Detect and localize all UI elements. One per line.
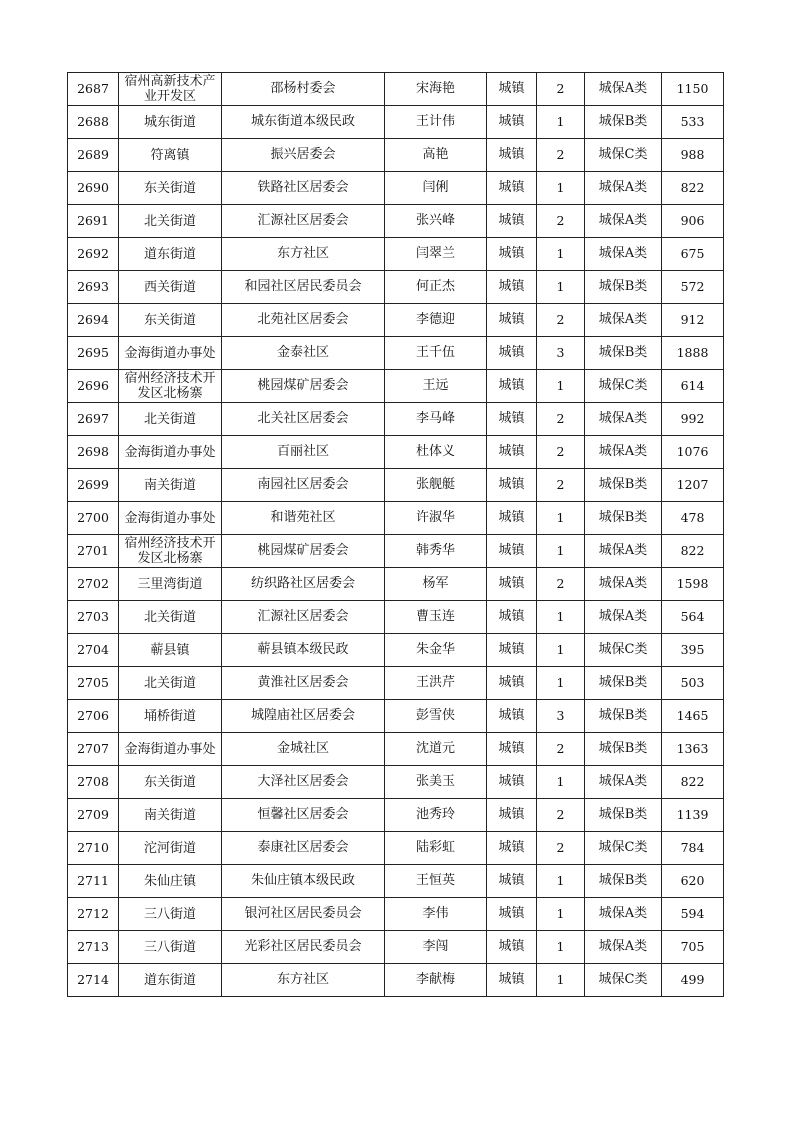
area-type-cell: 城镇 [487,502,537,535]
household-size-cell: 2 [537,568,585,601]
committee-cell: 汇源社区居委会 [222,601,385,634]
amount-cell: 992 [662,403,724,436]
area-type-cell: 城镇 [487,700,537,733]
household-size-cell: 1 [537,634,585,667]
name-cell: 杜体义 [385,436,487,469]
name-cell: 闫俐 [385,172,487,205]
household-size-cell: 1 [537,766,585,799]
table-row [68,700,724,733]
street-cell: 符离镇 [119,139,222,172]
name-cell: 李伟 [385,898,487,931]
area-type-cell: 城镇 [487,832,537,865]
category-cell: 城保A类 [585,568,662,601]
category-cell: 城保A类 [585,535,662,568]
committee-cell: 纺织路社区居委会 [222,568,385,601]
committee-cell: 桃园煤矿居委会 [222,535,385,568]
table-row [68,733,724,766]
name-cell: 彭雪侠 [385,700,487,733]
serial-number-cell: 2709 [68,799,119,832]
household-size-cell: 1 [537,172,585,205]
household-size-cell: 1 [537,106,585,139]
serial-number-cell: 2705 [68,667,119,700]
amount-cell: 1888 [662,337,724,370]
name-cell: 沈道元 [385,733,487,766]
category-cell: 城保B类 [585,799,662,832]
serial-number-cell: 2688 [68,106,119,139]
household-size-cell: 3 [537,337,585,370]
name-cell: 韩秀华 [385,535,487,568]
name-cell: 李献梅 [385,964,487,997]
committee-cell: 蕲县镇本级民政 [222,634,385,667]
area-type-cell: 城镇 [487,403,537,436]
area-type-cell: 城镇 [487,766,537,799]
area-type-cell: 城镇 [487,865,537,898]
table-row [68,865,724,898]
amount-cell: 1598 [662,568,724,601]
serial-number-cell: 2703 [68,601,119,634]
category-cell: 城保A类 [585,931,662,964]
amount-cell: 1076 [662,436,724,469]
street-cell: 道东街道 [119,964,222,997]
street-cell: 道东街道 [119,238,222,271]
street-cell: 埇桥街道 [119,700,222,733]
serial-number-cell: 2687 [68,73,119,106]
category-cell: 城保C类 [585,832,662,865]
street-cell: 金海街道办事处 [119,337,222,370]
name-cell: 许淑华 [385,502,487,535]
area-type-cell: 城镇 [487,238,537,271]
serial-number-cell: 2695 [68,337,119,370]
amount-cell: 478 [662,502,724,535]
serial-number-cell: 2697 [68,403,119,436]
table-row [68,766,724,799]
area-type-cell: 城镇 [487,271,537,304]
area-type-cell: 城镇 [487,898,537,931]
table-row [68,370,724,403]
street-cell: 北关街道 [119,403,222,436]
amount-cell: 594 [662,898,724,931]
name-cell: 王远 [385,370,487,403]
serial-number-cell: 2690 [68,172,119,205]
street-cell: 东关街道 [119,766,222,799]
category-cell: 城保C类 [585,139,662,172]
committee-cell: 光彩社区居民委员会 [222,931,385,964]
category-cell: 城保B类 [585,271,662,304]
committee-cell: 百丽社区 [222,436,385,469]
household-size-cell: 2 [537,73,585,106]
area-type-cell: 城镇 [487,964,537,997]
table-row [68,898,724,931]
serial-number-cell: 2693 [68,271,119,304]
table-row [68,634,724,667]
street-cell: 沱河街道 [119,832,222,865]
table-row [68,403,724,436]
household-size-cell: 3 [537,700,585,733]
name-cell: 何正杰 [385,271,487,304]
table-row [68,931,724,964]
serial-number-cell: 2691 [68,205,119,238]
household-size-cell: 1 [537,667,585,700]
category-cell: 城保A类 [585,73,662,106]
street-cell: 南关街道 [119,469,222,502]
amount-cell: 784 [662,832,724,865]
committee-cell: 黄淮社区居委会 [222,667,385,700]
table-row [68,238,724,271]
category-cell: 城保A类 [585,436,662,469]
category-cell: 城保A类 [585,205,662,238]
category-cell: 城保C类 [585,964,662,997]
table-body [68,73,724,997]
name-cell: 张舰艇 [385,469,487,502]
serial-number-cell: 2694 [68,304,119,337]
area-type-cell: 城镇 [487,139,537,172]
category-cell: 城保B类 [585,865,662,898]
category-cell: 城保A类 [585,238,662,271]
area-type-cell: 城镇 [487,469,537,502]
household-size-cell: 1 [537,535,585,568]
amount-cell: 395 [662,634,724,667]
serial-number-cell: 2711 [68,865,119,898]
category-cell: 城保A类 [585,172,662,205]
name-cell: 李德迎 [385,304,487,337]
household-size-cell: 2 [537,469,585,502]
committee-cell: 城东街道本级民政 [222,106,385,139]
table-row [68,667,724,700]
name-cell: 张兴峰 [385,205,487,238]
street-cell: 三八街道 [119,898,222,931]
serial-number-cell: 2714 [68,964,119,997]
committee-cell: 东方社区 [222,238,385,271]
street-cell: 南关街道 [119,799,222,832]
street-cell: 北关街道 [119,601,222,634]
table-row [68,172,724,205]
area-type-cell: 城镇 [487,337,537,370]
amount-cell: 822 [662,535,724,568]
category-cell: 城保B类 [585,667,662,700]
table-row [68,337,724,370]
name-cell: 杨军 [385,568,487,601]
committee-cell: 泰康社区居委会 [222,832,385,865]
table-row [68,799,724,832]
committee-cell: 银河社区居民委员会 [222,898,385,931]
committee-cell: 北关社区居委会 [222,403,385,436]
table-row [68,139,724,172]
amount-cell: 822 [662,172,724,205]
serial-number-cell: 2696 [68,370,119,403]
household-size-cell: 1 [537,865,585,898]
street-cell: 宿州高新技术产业开发区 [119,73,222,106]
category-cell: 城保B类 [585,106,662,139]
committee-cell: 桃园煤矿居委会 [222,370,385,403]
committee-cell: 金城社区 [222,733,385,766]
serial-number-cell: 2706 [68,700,119,733]
category-cell: 城保A类 [585,601,662,634]
amount-cell: 988 [662,139,724,172]
name-cell: 王恒英 [385,865,487,898]
category-cell: 城保B类 [585,502,662,535]
household-size-cell: 1 [537,601,585,634]
name-cell: 闫翠兰 [385,238,487,271]
category-cell: 城保A类 [585,304,662,337]
table-row [68,271,724,304]
street-cell: 蕲县镇 [119,634,222,667]
area-type-cell: 城镇 [487,667,537,700]
area-type-cell: 城镇 [487,370,537,403]
household-size-cell: 1 [537,502,585,535]
household-size-cell: 2 [537,799,585,832]
table-row [68,964,724,997]
serial-number-cell: 2698 [68,436,119,469]
street-cell: 朱仙庄镇 [119,865,222,898]
household-size-cell: 1 [537,370,585,403]
table-row [68,106,724,139]
serial-number-cell: 2712 [68,898,119,931]
serial-number-cell: 2713 [68,931,119,964]
amount-cell: 705 [662,931,724,964]
amount-cell: 503 [662,667,724,700]
category-cell: 城保C类 [585,634,662,667]
street-cell: 宿州经济技术开发区北杨寨 [119,370,222,403]
household-size-cell: 2 [537,205,585,238]
area-type-cell: 城镇 [487,304,537,337]
table-row [68,502,724,535]
committee-cell: 振兴居委会 [222,139,385,172]
serial-number-cell: 2710 [68,832,119,865]
serial-number-cell: 2689 [68,139,119,172]
committee-cell: 城隍庙社区居委会 [222,700,385,733]
household-size-cell: 2 [537,832,585,865]
area-type-cell: 城镇 [487,106,537,139]
street-cell: 三八街道 [119,931,222,964]
street-cell: 城东街道 [119,106,222,139]
amount-cell: 620 [662,865,724,898]
table-row [68,304,724,337]
household-size-cell: 2 [537,436,585,469]
table-row [68,601,724,634]
household-size-cell: 2 [537,403,585,436]
name-cell: 王洪芹 [385,667,487,700]
amount-cell: 1139 [662,799,724,832]
committee-cell: 北苑社区居委会 [222,304,385,337]
beneficiary-table [67,72,724,997]
street-cell: 金海街道办事处 [119,733,222,766]
amount-cell: 564 [662,601,724,634]
household-size-cell: 1 [537,964,585,997]
area-type-cell: 城镇 [487,172,537,205]
category-cell: 城保B类 [585,337,662,370]
street-cell: 三里湾街道 [119,568,222,601]
amount-cell: 614 [662,370,724,403]
committee-cell: 和园社区居民委员会 [222,271,385,304]
area-type-cell: 城镇 [487,733,537,766]
serial-number-cell: 2692 [68,238,119,271]
household-size-cell: 2 [537,304,585,337]
name-cell: 高艳 [385,139,487,172]
name-cell: 李闯 [385,931,487,964]
serial-number-cell: 2704 [68,634,119,667]
committee-cell: 东方社区 [222,964,385,997]
category-cell: 城保B类 [585,469,662,502]
committee-cell: 铁路社区居委会 [222,172,385,205]
committee-cell: 和谐苑社区 [222,502,385,535]
committee-cell: 恒馨社区居委会 [222,799,385,832]
category-cell: 城保C类 [585,370,662,403]
amount-cell: 906 [662,205,724,238]
committee-cell: 大泽社区居委会 [222,766,385,799]
serial-number-cell: 2707 [68,733,119,766]
category-cell: 城保B类 [585,733,662,766]
household-size-cell: 1 [537,898,585,931]
street-cell: 金海街道办事处 [119,502,222,535]
name-cell: 王千伍 [385,337,487,370]
serial-number-cell: 2702 [68,568,119,601]
amount-cell: 533 [662,106,724,139]
name-cell: 陆彩虹 [385,832,487,865]
area-type-cell: 城镇 [487,799,537,832]
amount-cell: 499 [662,964,724,997]
table-row [68,436,724,469]
serial-number-cell: 2699 [68,469,119,502]
amount-cell: 1150 [662,73,724,106]
amount-cell: 572 [662,271,724,304]
amount-cell: 1363 [662,733,724,766]
street-cell: 北关街道 [119,205,222,238]
committee-cell: 汇源社区居委会 [222,205,385,238]
table-row [68,832,724,865]
amount-cell: 912 [662,304,724,337]
household-size-cell: 1 [537,271,585,304]
category-cell: 城保A类 [585,766,662,799]
name-cell: 池秀玲 [385,799,487,832]
street-cell: 东关街道 [119,172,222,205]
area-type-cell: 城镇 [487,205,537,238]
name-cell: 曹玉连 [385,601,487,634]
area-type-cell: 城镇 [487,436,537,469]
amount-cell: 1465 [662,700,724,733]
street-cell: 金海街道办事处 [119,436,222,469]
table-row [68,535,724,568]
household-size-cell: 2 [537,733,585,766]
table-row [68,205,724,238]
serial-number-cell: 2708 [68,766,119,799]
category-cell: 城保A类 [585,898,662,931]
area-type-cell: 城镇 [487,601,537,634]
area-type-cell: 城镇 [487,931,537,964]
street-cell: 西关街道 [119,271,222,304]
name-cell: 李马峰 [385,403,487,436]
serial-number-cell: 2701 [68,535,119,568]
household-size-cell: 2 [537,139,585,172]
amount-cell: 1207 [662,469,724,502]
committee-cell: 南园社区居委会 [222,469,385,502]
area-type-cell: 城镇 [487,73,537,106]
area-type-cell: 城镇 [487,535,537,568]
category-cell: 城保A类 [585,403,662,436]
name-cell: 朱金华 [385,634,487,667]
street-cell: 北关街道 [119,667,222,700]
amount-cell: 822 [662,766,724,799]
name-cell: 宋海艳 [385,73,487,106]
household-size-cell: 1 [537,238,585,271]
table-row [68,73,724,106]
street-cell: 宿州经济技术开发区北杨寨 [119,535,222,568]
committee-cell: 朱仙庄镇本级民政 [222,865,385,898]
area-type-cell: 城镇 [487,634,537,667]
serial-number-cell: 2700 [68,502,119,535]
area-type-cell: 城镇 [487,568,537,601]
table-row [68,469,724,502]
committee-cell: 金泰社区 [222,337,385,370]
category-cell: 城保B类 [585,700,662,733]
street-cell: 东关街道 [119,304,222,337]
amount-cell: 675 [662,238,724,271]
household-size-cell: 1 [537,931,585,964]
name-cell: 王计伟 [385,106,487,139]
committee-cell: 邵杨村委会 [222,73,385,106]
table-row [68,568,724,601]
name-cell: 张美玉 [385,766,487,799]
